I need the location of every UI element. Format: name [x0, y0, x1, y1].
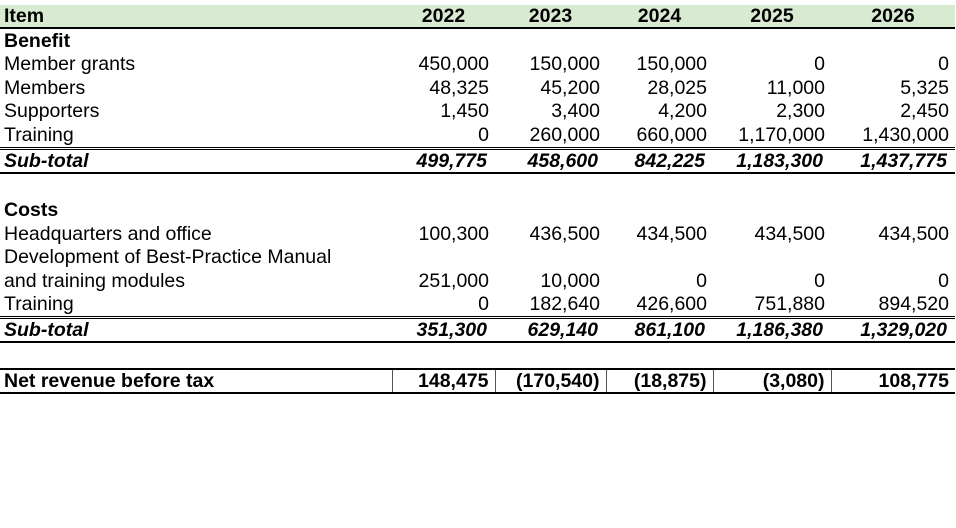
cell-value: 660,000: [636, 123, 707, 146]
net-revenue-row: [0, 369, 955, 393]
cell-value: 3,400: [551, 100, 600, 123]
cell-value: 0: [814, 53, 825, 76]
cell-value: 10,000: [540, 269, 600, 292]
header-row: [0, 5, 955, 28]
costs-heading: Costs: [4, 199, 59, 222]
table-row: [0, 123, 955, 148]
subtotal-value: 1,437,775: [831, 148, 955, 173]
header-year: 2023: [495, 5, 606, 28]
section-heading-row: [0, 199, 955, 223]
benefit-heading: Benefit: [4, 29, 71, 52]
header-year: 2025: [713, 5, 831, 28]
row-label: Development of Best-Practice Manual: [4, 246, 332, 269]
cell-value: 1,170,000: [738, 123, 825, 146]
table-row: [0, 246, 955, 270]
row-label: Supporters: [4, 100, 100, 123]
row-label: Training: [4, 293, 74, 316]
cell-value: 4,200: [658, 100, 707, 123]
subtotal-label: Sub-total: [0, 318, 392, 343]
cell-value: 434,500: [636, 222, 707, 245]
net-revenue-value: (170,540): [495, 369, 606, 393]
header-year: 2022: [392, 5, 495, 28]
cell-value: 450,000: [418, 53, 489, 76]
cell-value: 0: [478, 123, 489, 146]
net-revenue-value: (18,875): [606, 369, 713, 393]
cell-value: [392, 246, 495, 270]
cell-value: [831, 246, 955, 270]
table-row: [0, 53, 955, 77]
cell-value: 251,000: [418, 269, 489, 292]
net-revenue-value: 148,475: [392, 369, 495, 393]
cell-value: 436,500: [529, 222, 600, 245]
row-label: Member grants: [4, 53, 136, 76]
subtotal-value: 861,100: [606, 318, 713, 343]
cell-value: 150,000: [529, 53, 600, 76]
cell-value: 894,520: [878, 293, 949, 316]
row-label: Members: [4, 76, 86, 99]
cell-value: [606, 246, 713, 270]
cell-value: 426,600: [636, 293, 707, 316]
net-revenue-value: (3,080): [713, 369, 831, 393]
cell-value: 5,325: [900, 76, 949, 99]
table-row: [0, 100, 955, 124]
cell-value: 434,500: [754, 222, 825, 245]
cell-value: 260,000: [529, 123, 600, 146]
cell-value: 434,500: [878, 222, 949, 245]
cell-value: [495, 246, 606, 270]
section-heading-row: [0, 28, 955, 53]
cell-value: 0: [938, 53, 949, 76]
cell-value: 2,450: [900, 100, 949, 123]
table-row: [0, 293, 955, 318]
table-body: [0, 28, 955, 393]
net-revenue-value: 108,775: [831, 369, 955, 393]
table-row: [0, 222, 955, 246]
cell-value: 2,300: [776, 100, 825, 123]
subtotal-value: 499,775: [392, 148, 495, 173]
subtotal-row: [0, 318, 955, 343]
header-item: Item: [0, 5, 392, 28]
subtotal-value: 1,329,020: [831, 318, 955, 343]
cell-value: 48,325: [429, 76, 489, 99]
row-label: Headquarters and office: [4, 222, 212, 245]
cell-value: 0: [938, 269, 949, 292]
cell-value: 0: [696, 269, 707, 292]
cell-value: 1,450: [440, 100, 489, 123]
cell-value: 0: [478, 293, 489, 316]
subtotal-value: 351,300: [392, 318, 495, 343]
subtotal-row: [0, 148, 955, 173]
cell-value: 100,300: [418, 222, 489, 245]
subtotal-value: 842,225: [606, 148, 713, 173]
row-label: and training modules: [4, 269, 186, 292]
cell-value: 0: [814, 269, 825, 292]
header-year: 2024: [606, 5, 713, 28]
cell-value: [713, 246, 831, 270]
table-header: [0, 5, 955, 28]
header-year: 2026: [831, 5, 955, 28]
spacer-row: [0, 342, 955, 369]
subtotal-label: Sub-total: [0, 148, 392, 173]
spacer-row: [0, 173, 955, 199]
table-row: [0, 76, 955, 100]
table-row: [0, 269, 955, 293]
cell-value: 751,880: [754, 293, 825, 316]
cell-value: 182,640: [529, 293, 600, 316]
cell-value: 45,200: [540, 76, 600, 99]
cell-value: 1,430,000: [862, 123, 949, 146]
subtotal-value: 1,186,380: [713, 318, 831, 343]
cell-value: 11,000: [766, 76, 825, 99]
subtotal-value: 458,600: [495, 148, 606, 173]
cell-value: 150,000: [636, 53, 707, 76]
net-revenue-label: Net revenue before tax: [0, 369, 392, 393]
financial-table: [0, 5, 955, 394]
cell-value: 28,025: [647, 76, 707, 99]
row-label: Training: [4, 123, 74, 146]
subtotal-value: 1,183,300: [713, 148, 831, 173]
subtotal-value: 629,140: [495, 318, 606, 343]
